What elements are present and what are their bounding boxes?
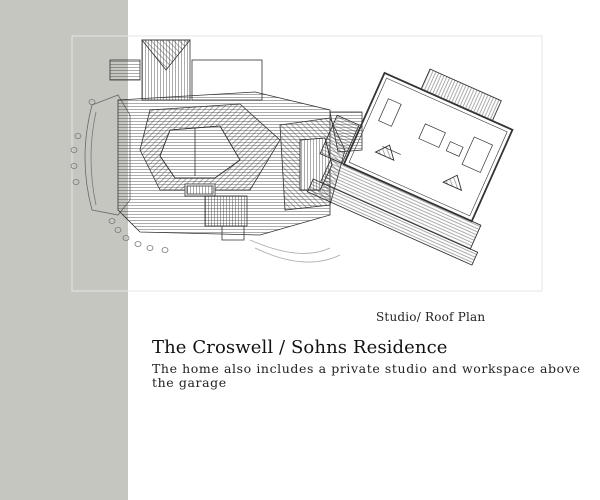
project-description: The home also includes a private studio and workspace above the garage: [152, 361, 581, 390]
plan-caption: Studio/ Roof Plan: [376, 310, 486, 324]
studio-roof: [304, 42, 538, 265]
project-title: The Croswell / Sohns Residence: [152, 337, 448, 358]
main-house-roof: [85, 40, 362, 240]
